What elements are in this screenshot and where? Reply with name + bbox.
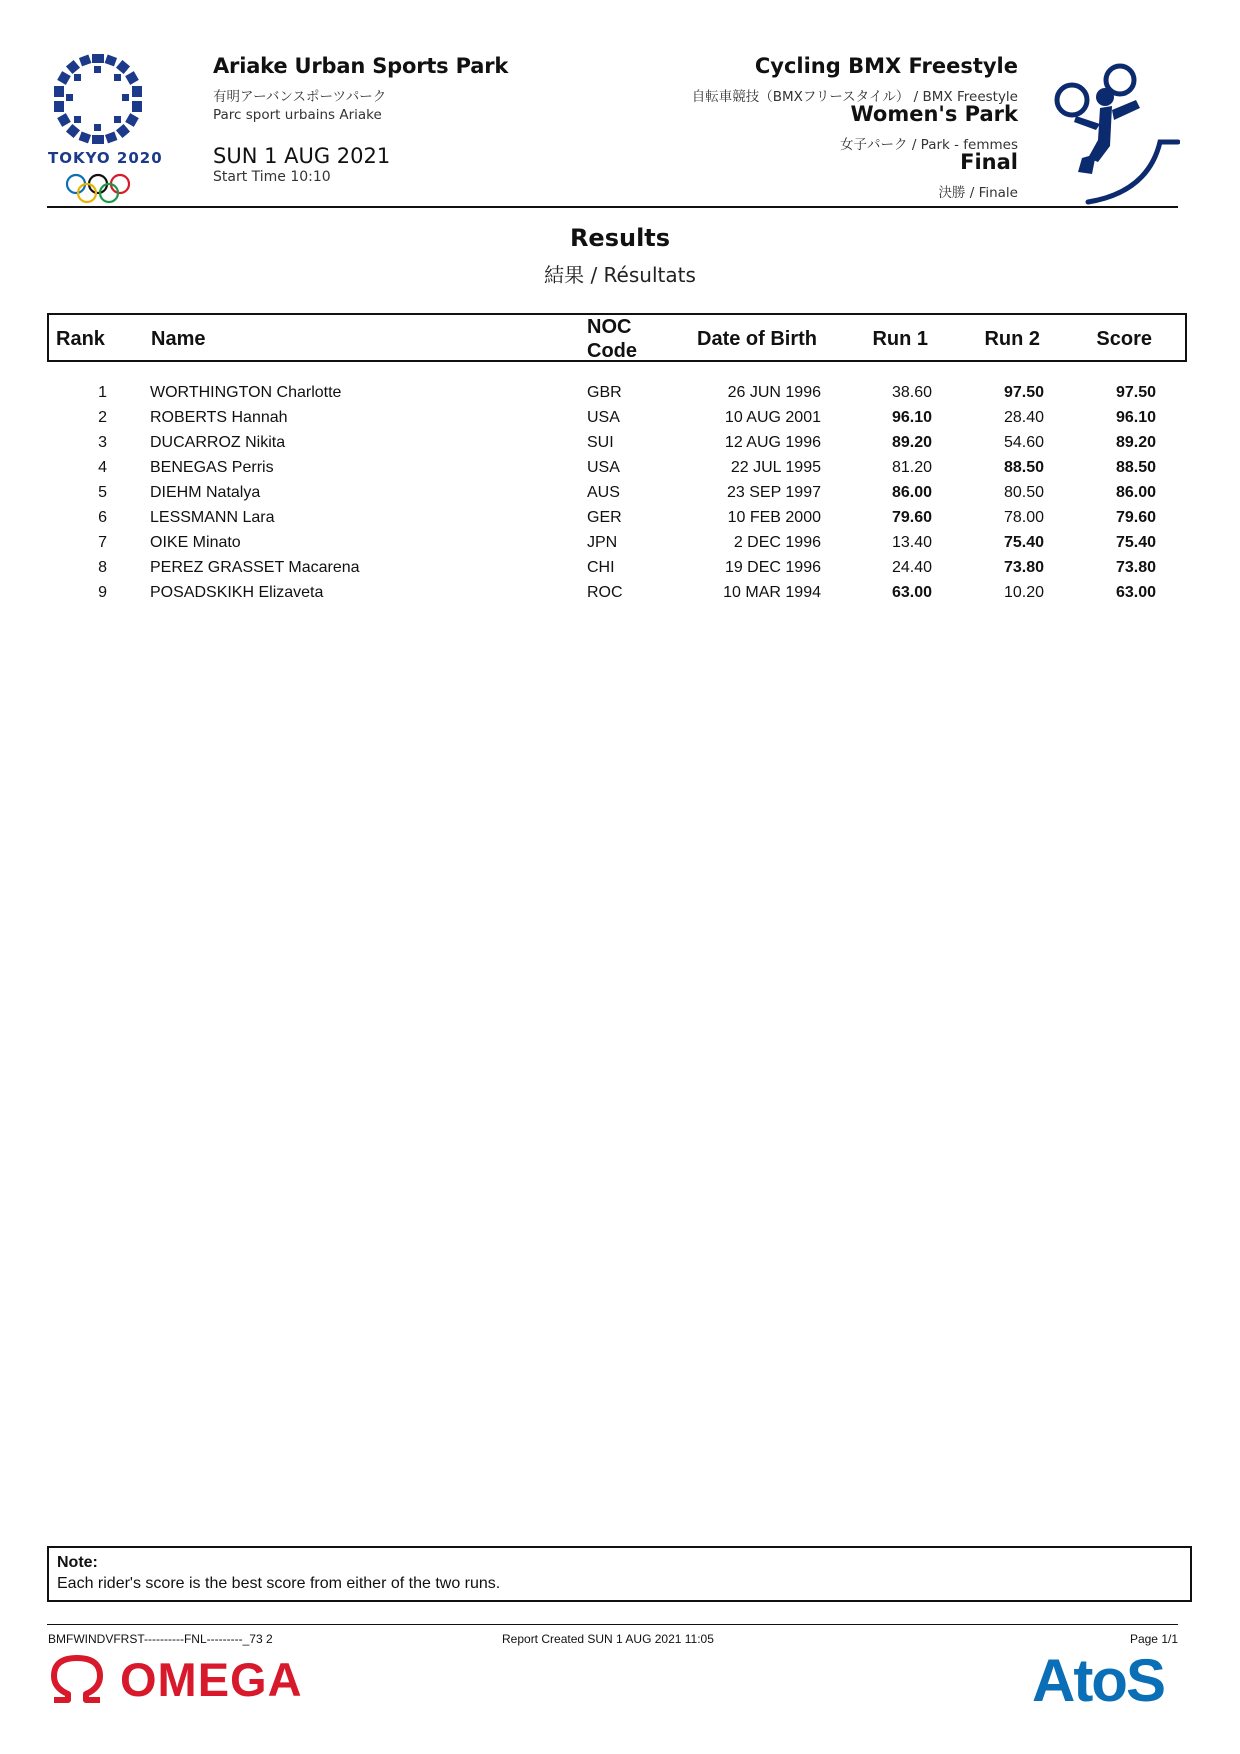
score-cell: 89.20 — [1115, 434, 1156, 451]
header-name: Name — [151, 328, 206, 350]
start-time: Start Time 10:10 — [213, 169, 331, 185]
dob-cell: 26 JUN 1996 — [727, 384, 821, 401]
score-cell: 75.40 — [1115, 534, 1156, 551]
event-title: Women's Park — [850, 102, 1018, 126]
dob-cell: 23 SEP 1997 — [726, 484, 821, 501]
name-cell: BENEGAS Perris — [150, 459, 274, 476]
dob-cell: 22 JUL 1995 — [730, 459, 821, 476]
run1-cell: 96.10 — [891, 409, 932, 426]
header-run2: Run 2 — [984, 328, 1040, 350]
run2-cell: 80.50 — [1003, 484, 1044, 501]
emblem-checker-ring-icon — [48, 52, 148, 147]
event-subtitle: 女子パーク / Park - femmes — [840, 137, 1018, 153]
sport-title: Cycling BMX Freestyle — [754, 54, 1018, 78]
results-subtitle: 結果 / Résultats — [544, 263, 696, 287]
run2-cell: 78.00 — [1003, 509, 1044, 526]
dob-cell: 10 FEB 2000 — [727, 509, 821, 526]
run1-cell: 24.40 — [891, 559, 932, 576]
run2-cell: 10.20 — [1003, 584, 1044, 601]
name-cell: ROBERTS Hannah — [150, 409, 288, 426]
footer-divider — [47, 1624, 1178, 1625]
omega-logo-text: OMEGA — [120, 1653, 303, 1706]
rank-cell: 3 — [98, 434, 107, 451]
table-row — [47, 582, 1191, 607]
note-text: Each rider's score is the best score from either of the two runs. — [57, 1575, 501, 1592]
noc-cell: USA — [587, 459, 620, 476]
dob-cell: 10 MAR 1994 — [723, 584, 821, 601]
dob-cell: 12 AUG 1996 — [724, 434, 821, 451]
header-run1: Run 1 — [872, 328, 928, 350]
tokyo-2020-wordmark: TOKYO 2020 — [48, 149, 163, 167]
noc-cell: GER — [587, 509, 622, 526]
page-number: Page 1/1 — [1129, 1632, 1178, 1646]
header-rank: Rank — [56, 328, 105, 350]
header-noc — [587, 315, 637, 363]
rank-cell: 2 — [98, 409, 107, 426]
table-row — [47, 457, 1191, 482]
run2-cell: 97.50 — [1003, 384, 1044, 401]
score-cell: 88.50 — [1115, 459, 1156, 476]
run1-cell: 38.60 — [891, 384, 932, 401]
table-row — [47, 482, 1191, 507]
run2-cell: 28.40 — [1003, 409, 1044, 426]
rank-cell: 7 — [98, 534, 107, 551]
rank-cell: 6 — [98, 509, 107, 526]
name-cell: POSADSKIKH Elizaveta — [150, 584, 324, 601]
name-cell: DUCARROZ Nikita — [150, 434, 286, 451]
rank-cell: 1 — [98, 384, 107, 401]
table-row — [47, 407, 1191, 432]
name-cell: WORTHINGTON Charlotte — [150, 384, 342, 401]
table-row — [47, 532, 1191, 557]
run1-cell: 89.20 — [891, 434, 932, 451]
name-cell: OIKE Minato — [150, 534, 241, 551]
score-cell: 97.50 — [1115, 384, 1156, 401]
noc-cell: USA — [587, 409, 620, 426]
run2-cell: 88.50 — [1003, 459, 1044, 476]
competition-date: SUN 1 AUG 2021 — [213, 144, 391, 168]
name-cell: LESSMANN Lara — [150, 509, 275, 526]
sport-subtitle: 自転車競技（BMXフリースタイル） / BMX Freestyle — [691, 89, 1018, 105]
score-cell: 96.10 — [1115, 409, 1156, 426]
noc-cell: GBR — [587, 384, 622, 401]
table-row — [47, 507, 1191, 532]
report-created: Report Created SUN 1 AUG 2021 11:05 — [502, 1632, 714, 1646]
header-dob: Date of Birth — [697, 328, 817, 350]
run1-cell: 81.20 — [891, 459, 932, 476]
venue-name: Ariake Urban Sports Park — [213, 54, 509, 78]
table-row — [47, 382, 1191, 407]
note-box — [47, 1546, 1192, 1602]
score-cell: 73.80 — [1115, 559, 1156, 576]
score-cell: 63.00 — [1115, 584, 1156, 601]
header-noc-line1: NOC — [587, 316, 632, 338]
table-row — [47, 432, 1191, 457]
score-cell: 79.60 — [1115, 509, 1156, 526]
atos-logo-text: AtoS — [1032, 1647, 1164, 1714]
rank-cell: 5 — [98, 484, 107, 501]
noc-cell: AUS — [587, 484, 620, 501]
rank-cell: 4 — [98, 459, 107, 476]
run1-cell: 79.60 — [891, 509, 932, 526]
bmx-freestyle-pictogram-icon — [1048, 62, 1180, 211]
run1-cell: 86.00 — [891, 484, 932, 501]
dob-cell: 19 DEC 1996 — [724, 559, 821, 576]
phase-subtitle: 決勝 / Finale — [938, 185, 1018, 201]
score-cell: 86.00 — [1115, 484, 1156, 501]
header-noc-line2: Code — [587, 340, 637, 362]
dob-cell: 10 AUG 2001 — [724, 409, 821, 426]
results-table-body — [47, 382, 1191, 607]
run2-cell: 75.40 — [1003, 534, 1044, 551]
venue-name-french: Parc sport urbains Ariake — [213, 107, 382, 123]
rank-cell: 9 — [98, 584, 107, 601]
results-title: Results — [569, 224, 671, 252]
run1-cell: 63.00 — [891, 584, 932, 601]
noc-cell: SUI — [587, 434, 614, 451]
name-cell: PEREZ GRASSET Macarena — [150, 559, 360, 576]
noc-cell: CHI — [587, 559, 615, 576]
dob-cell: 2 DEC 1996 — [733, 534, 821, 551]
header-divider — [47, 206, 1178, 208]
phase-title: Final — [960, 150, 1018, 174]
noc-cell: ROC — [587, 584, 623, 601]
report-code: BMFWINDVFRST----------FNL---------_73 2 — [48, 1632, 273, 1646]
noc-cell: JPN — [587, 534, 618, 551]
table-row — [47, 557, 1191, 582]
omega-symbol-icon — [48, 1654, 106, 1709]
run2-cell: 73.80 — [1003, 559, 1044, 576]
run2-cell: 54.60 — [1003, 434, 1044, 451]
header-score: Score — [1096, 328, 1152, 350]
note-title: Note: — [57, 1554, 98, 1571]
run1-cell: 13.40 — [891, 534, 932, 551]
results-table-header — [47, 313, 1187, 362]
olympic-rings-icon — [62, 172, 134, 209]
name-cell: DIEHM Natalya — [150, 484, 261, 501]
rank-cell: 8 — [98, 559, 107, 576]
venue-name-japanese: 有明アーバンスポーツパーク — [213, 89, 387, 105]
